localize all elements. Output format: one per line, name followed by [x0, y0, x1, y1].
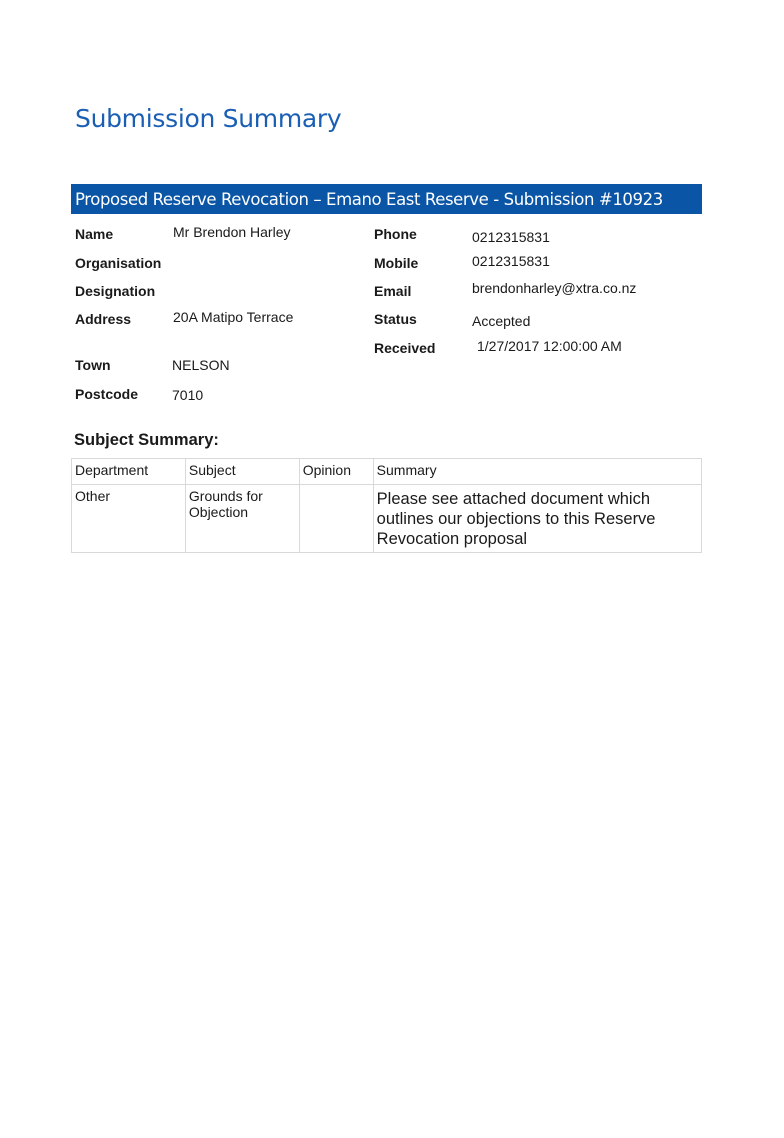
opinion-cell [299, 485, 373, 553]
column-header-subject: Subject [185, 459, 299, 485]
postcode-label: Postcode [75, 386, 139, 402]
town-label: Town [75, 357, 111, 373]
mobile-value: 0212315831 [472, 253, 550, 269]
department-cell: Other [72, 485, 186, 553]
subject-cell: Grounds for Objection [185, 485, 299, 553]
submission-banner: Proposed Reserve Revocation – Emano East Reserve - Submission #10923 [71, 184, 702, 214]
email-value: brendonharley@xtra.co.nz [472, 280, 637, 296]
status-value: Accepted [472, 313, 531, 329]
phone-label: Phone [374, 226, 417, 242]
mobile-label: Mobile [374, 255, 419, 271]
status-label: Status [374, 311, 417, 327]
address-label: Address [75, 311, 132, 327]
table-row [72, 485, 702, 553]
subject-summary-heading: Subject Summary: [74, 431, 219, 449]
name-label: Name [75, 226, 114, 242]
organisation-label: Organisation [75, 255, 162, 271]
page-title: Submission Summary [75, 104, 342, 133]
summary-cell: Please see attached document which outlines our objections to this Reserve Revocation proposal [373, 485, 701, 553]
subject-summary-table [71, 458, 702, 553]
received-value: 1/27/2017 12:00:00 AM [477, 338, 622, 354]
table-header-row [72, 459, 702, 485]
designation-label: Designation [75, 283, 156, 299]
received-label: Received [374, 340, 436, 356]
phone-value: 0212315831 [472, 229, 550, 245]
name-value: Mr Brendon Harley [173, 224, 291, 240]
column-header-summary: Summary [373, 459, 701, 485]
address-value: 20A Matipo Terrace [173, 309, 294, 325]
column-header-department: Department [72, 459, 186, 485]
town-value: NELSON [172, 357, 230, 373]
column-header-opinion: Opinion [299, 459, 373, 485]
postcode-value: 7010 [172, 387, 204, 403]
email-label: Email [374, 283, 412, 299]
